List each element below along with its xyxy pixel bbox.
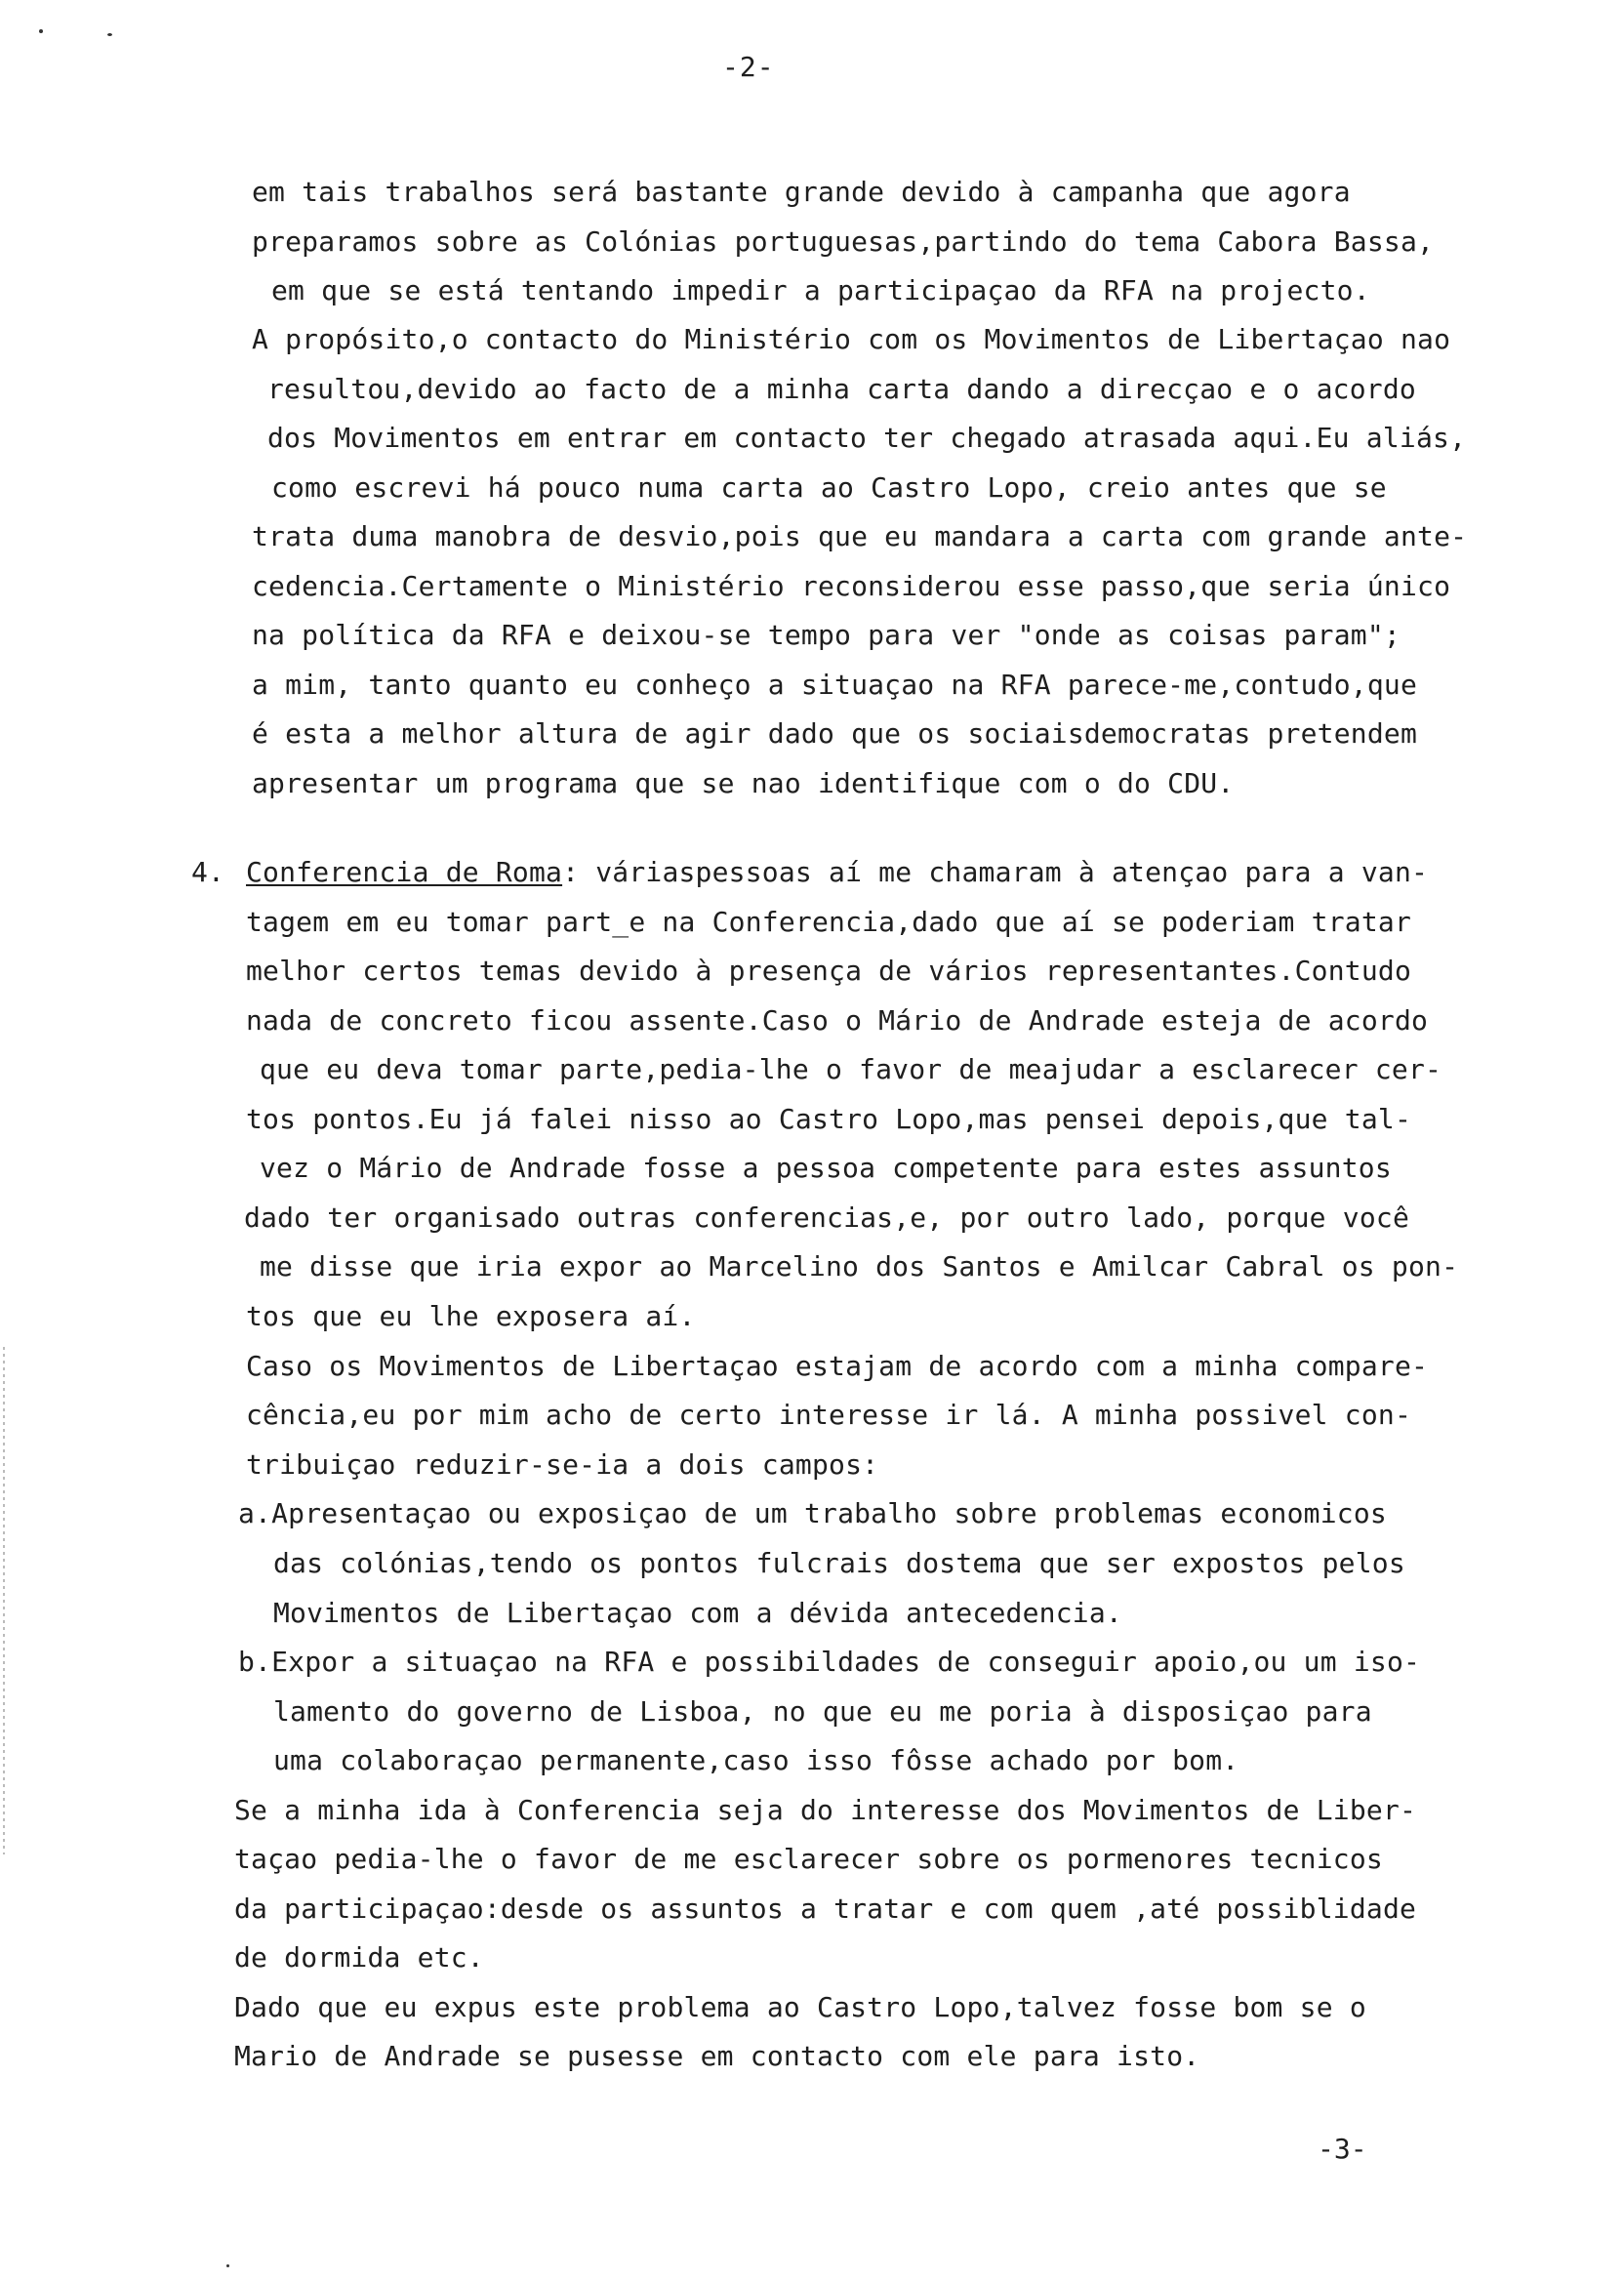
scan-speck [226,2264,229,2267]
text-line: dos Movimentos em entrar em contacto ter chegado atrasada aqui.Eu aliás, [267,422,1467,454]
text-line: vez o Mário de Andrade fosse a pessoa competente para estes assuntos [260,1152,1392,1184]
text-line: tos pontos.Eu já falei nisso ao Castro Lopo,mas pensei depois,que tal- [246,1103,1412,1135]
text-line: melhor certos temas devido à presença de vários representantes.Contudo [246,955,1412,987]
text-line: das colónias,tendo os pontos fulcrais dostema que ser expostos pelos [273,1547,1405,1579]
text-line: em que se está tentando impedir a participaçao da RFA na projecto. [271,274,1370,306]
page-number: -2- [722,51,775,83]
item-heading: Conferencia de Roma [246,856,563,888]
text-line: preparamos sobre as Colónias portuguesas,partindo do tema Cabora Bassa, [252,225,1435,258]
text-line: Mario de Andrade se pusesse em contacto com ele para isto. [234,2040,1200,2072]
text-line: resultou,devido ao facto de a minha carta dando a direcçao e o acordo [267,373,1416,405]
text-line: A propósito,o contacto do Ministério com os Movimentos de Libertaçao nao [252,323,1451,355]
text-line: Caso os Movimentos de Libertaçao estajam de acordo com a minha compare- [246,1350,1429,1382]
text-line: na política da RFA e deixou-se tempo para ver "onde as coisas param"; [252,619,1401,651]
text-line: a mim, tanto quanto eu conheço a situaçao na RFA parece-me,contudo,que [252,669,1418,701]
page-edge-mark [3,1347,5,1854]
text-line: Movimentos de Libertaçao com a dévida antecedencia. [273,1597,1122,1629]
text-line: cência,eu por mim acho de certo interesse ir lá. A minha possivel con- [246,1399,1412,1431]
text-line: da participaçao:desde os assuntos a tratar e com quem ,até possiblidade [234,1893,1417,1925]
text-line: nada de concreto ficou assente.Caso o Mário de Andrade esteja de acordo [246,1004,1429,1037]
scan-speck [107,33,112,36]
text-line: apresentar um programa que se nao identifique com o do CDU. [252,767,1235,799]
text-line: Se a minha ida à Conferencia seja do interesse dos Movimentos de Liber- [234,1794,1417,1826]
text-line: cedencia.Certamente o Ministério reconsiderou esse passo,que seria único [252,570,1451,602]
text-line: como escrevi há pouco numa carta ao Castro Lopo, creio antes que se [271,471,1387,504]
scan-speck [39,29,43,33]
text-line: dado ter organisado outras conferencias,e, por outro lado, porque você [244,1201,1410,1234]
text-line: trata duma manobra de desvio,pois que eu mandara a carta com grande ante- [252,520,1468,552]
list-item-b: b.Expor a situaçao na RFA e possibildades de conseguir apoio,ou um iso- [238,1646,1421,1678]
list-item-a: a.Apresentaçao ou exposiçao de um trabalho sobre problemas economicos [238,1497,1387,1529]
text-line: em tais trabalhos será bastante grande devido à campanha que agora [252,176,1351,208]
item-first-line [246,856,1428,889]
text-line: taçao pedia-lhe o favor de me esclarecer sobre os pormenores tecnicos [234,1843,1383,1875]
text-line: tos que eu lhe exposera aí. [246,1300,696,1332]
item-heading-rest: : váriaspessoas aí me chamaram à atençao para a van- [562,856,1429,888]
text-line: tagem em eu tomar part_e na Conferencia,dado que aí se poderiam tratar [246,906,1412,938]
continuation-page-number: -3- [1318,2133,1367,2165]
text-line: de dormida etc. [234,1941,484,1974]
text-line: me disse que iria expor ao Marcelino dos Santos e Amilcar Cabral os pon- [260,1250,1459,1282]
text-line: tribuiçao reduzir-se-ia a dois campos: [246,1448,879,1481]
text-line: Dado que eu expus este problema ao Castro Lopo,talvez fosse bom se o [234,1991,1366,2023]
item-number: 4. [191,856,225,888]
text-line: uma colaboraçao permanente,caso isso fôsse achado por bom. [273,1744,1239,1776]
text-line: é esta a melhor altura de agir dado que os sociaisdemocratas pretendem [252,717,1418,750]
text-line: lamento do governo de Lisboa, no que eu me poria à disposiçao para [273,1695,1372,1728]
text-line: que eu deva tomar parte,pedia-lhe o favor de meajudar a esclarecer cer- [260,1053,1442,1085]
